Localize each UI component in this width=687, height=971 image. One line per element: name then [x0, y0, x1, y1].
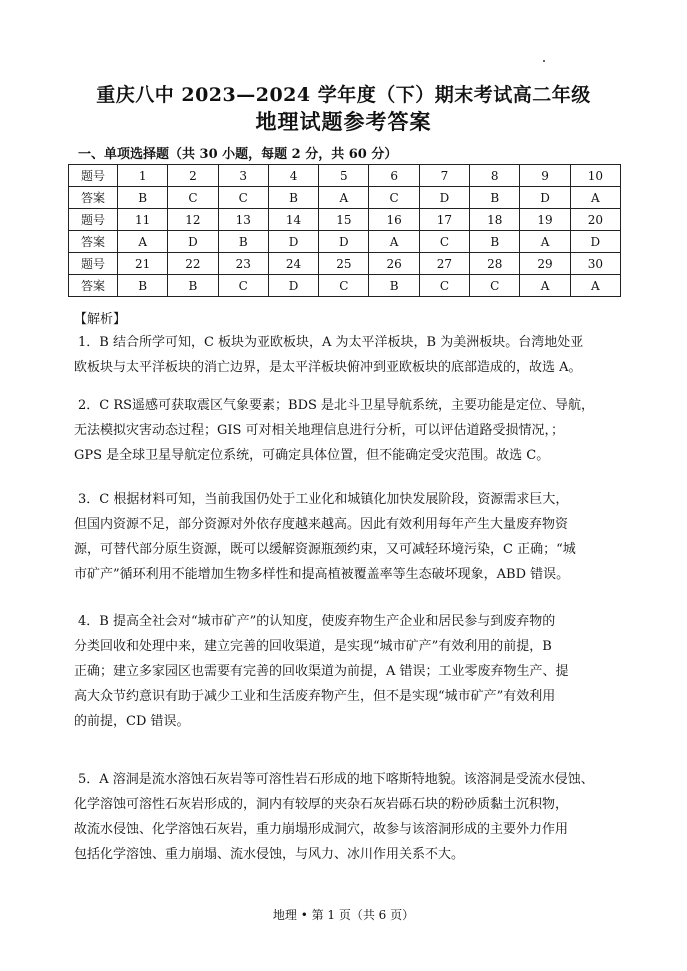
- question-number-cell: 29: [520, 253, 570, 275]
- answer-cell: B: [118, 275, 168, 297]
- question-number-cell: 5: [319, 165, 369, 187]
- table-row-answers: [69, 231, 621, 253]
- answer-cell: B: [268, 187, 318, 209]
- answer-cell: A: [369, 231, 419, 253]
- answer-cell: A: [118, 231, 168, 253]
- answer-cell: B: [470, 231, 520, 253]
- row-header: 答案: [69, 187, 118, 209]
- row-header: 题号: [69, 253, 118, 275]
- question-number-cell: 2: [168, 165, 218, 187]
- answer-cell: B: [168, 275, 218, 297]
- answer-cell: B: [369, 275, 419, 297]
- analysis-line: 3．C 根据材料可知，当前我国仍处于工业化和城镇化加快发展阶段，资源需求巨大，: [78, 492, 569, 507]
- analysis-line: 5．A 溶洞是流水溶蚀石灰岩等可溶性岩石形成的地下喀斯特地貌。该溶洞是受流水侵蚀、: [78, 772, 594, 787]
- analysis-line: 市矿产”循环利用不能增加生物多样性和提高植被覆盖率等生态破坏现象，ABD 错误。: [74, 567, 570, 582]
- answer-cell: C: [319, 275, 369, 297]
- analysis-label: 【解析】: [74, 312, 127, 327]
- analysis-item: [74, 609, 622, 734]
- page-title: 重庆八中 2023—2024 学年度（下）期末考试高二年级: [96, 84, 591, 106]
- answer-cell: A: [520, 231, 570, 253]
- analysis-line: 4．B 提高全社会对“城市矿产”的认知度，使废弃物生产企业和居民参与到废弃物的: [78, 614, 556, 629]
- question-number-cell: 9: [520, 165, 570, 187]
- question-number-cell: 12: [168, 209, 218, 231]
- answer-cell: D: [268, 231, 318, 253]
- analysis-line: 无法模拟灾害动态过程；GIS 可对相关地理信息进行分析，可以评估道路受损情况，；: [74, 423, 565, 438]
- analysis-line: 高大众节约意识有助于减少工业和生活废弃物产生，但不是实现“城市矿产”有效利用: [74, 689, 556, 704]
- question-number-cell: 8: [470, 165, 520, 187]
- analysis-line: 的前提，CD 错误。: [74, 714, 190, 729]
- analysis-line: 化学溶蚀可溶性石灰岩形成的，洞内有较厚的夹杂石灰岩砾石块的粉砂质黏土沉积物，: [74, 797, 569, 812]
- analysis-line: 2．C RS遥感可获取震区气象要素；BDS 是北斗卫星导航系统，主要功能是定位、导航，: [78, 398, 595, 413]
- question-number-cell: 25: [319, 253, 369, 275]
- question-number-cell: 17: [419, 209, 469, 231]
- analysis-item: [74, 767, 622, 867]
- answer-cell: A: [570, 187, 620, 209]
- answer-cell: B: [470, 187, 520, 209]
- answer-cell: C: [218, 187, 268, 209]
- answer-cell: D: [168, 231, 218, 253]
- answer-cell: C: [419, 275, 469, 297]
- analysis-line: GPS 是全球卫星导航定位系统，可确定具体位置，但不能确定受灾范围。故选 C。: [74, 448, 550, 463]
- question-number-cell: 7: [419, 165, 469, 187]
- table-row-answers: [69, 187, 621, 209]
- row-header: 答案: [69, 231, 118, 253]
- answer-cell: C: [168, 187, 218, 209]
- question-number-cell: 3: [218, 165, 268, 187]
- table-row-question-numbers: [69, 165, 621, 187]
- analysis-line: 源，可替代部分原生资源，既可以缓解资源瓶颈约束，又可减轻环境污染，C 正确；“城: [74, 542, 576, 557]
- question-number-cell: 26: [369, 253, 419, 275]
- answer-cell: D: [570, 231, 620, 253]
- analysis-line: 包括化学溶蚀、重力崩塌、流水侵蚀，与风力、冰川作用关系不大。: [74, 847, 465, 862]
- answer-cell: D: [319, 231, 369, 253]
- question-number-cell: 21: [118, 253, 168, 275]
- row-header: 题号: [69, 165, 118, 187]
- answer-cell: C: [470, 275, 520, 297]
- analysis-line: 但国内资源不足，部分资源对外依存度越来越高。因此有效利用每年产生大量废弃物资: [74, 517, 569, 532]
- answer-cell: C: [369, 187, 419, 209]
- page-footer: 地理 • 第 1 页（共 6 页）: [272, 908, 415, 922]
- question-number-cell: 23: [218, 253, 268, 275]
- analysis-item: [74, 393, 622, 468]
- page-subtitle: 地理试题参考答案: [255, 109, 432, 134]
- question-number-cell: 24: [268, 253, 318, 275]
- question-number-cell: 27: [419, 253, 469, 275]
- question-number-cell: 11: [118, 209, 168, 231]
- answer-cell: A: [520, 275, 570, 297]
- row-header: 题号: [69, 209, 118, 231]
- section-heading: 一、单项选择题（共 30 小题，每题 2 分，共 60 分）: [78, 147, 398, 162]
- question-number-cell: 18: [470, 209, 520, 231]
- question-number-cell: 6: [369, 165, 419, 187]
- answer-cell: C: [218, 275, 268, 297]
- answer-cell: A: [319, 187, 369, 209]
- answer-table: [68, 164, 621, 297]
- question-number-cell: 10: [570, 165, 620, 187]
- analysis-line: 正确；建立多家园区也需要有完善的回收渠道为前提，A 错误；工业零废弃物生产、提: [74, 664, 569, 679]
- answer-cell: B: [218, 231, 268, 253]
- answer-cell: D: [520, 187, 570, 209]
- question-number-cell: 1: [118, 165, 168, 187]
- question-number-cell: 30: [570, 253, 620, 275]
- table-row-answers: [69, 275, 621, 297]
- question-number-cell: 14: [268, 209, 318, 231]
- question-number-cell: 19: [520, 209, 570, 231]
- question-number-cell: 13: [218, 209, 268, 231]
- answer-cell: A: [570, 275, 620, 297]
- answer-cell: C: [419, 231, 469, 253]
- question-number-cell: 28: [470, 253, 520, 275]
- question-number-cell: 20: [570, 209, 620, 231]
- scan-dot: [543, 60, 545, 62]
- analysis-item: [74, 330, 622, 380]
- analysis-line: 故流水侵蚀、化学溶蚀石灰岩，重力崩塌形成洞穴，故参与该溶洞形成的主要外力作用: [74, 822, 569, 837]
- table-row-question-numbers: [69, 209, 621, 231]
- answer-cell: B: [118, 187, 168, 209]
- table-row-question-numbers: [69, 253, 621, 275]
- answer-cell: D: [419, 187, 469, 209]
- question-number-cell: 22: [168, 253, 218, 275]
- question-number-cell: 4: [268, 165, 318, 187]
- analysis-line: 欧板块与太平洋板块的消亡边界，是太平洋板块俯冲到亚欧板块的底部造成的，故选 A。: [74, 360, 582, 375]
- analysis-line: 1．B 结合所学可知，C 板块为亚欧板块，A 为太平洋板块，B 为美洲板块。台湾地处亚: [78, 335, 584, 350]
- analysis-item: [74, 487, 622, 587]
- question-number-cell: 15: [319, 209, 369, 231]
- row-header: 答案: [69, 275, 118, 297]
- answer-cell: D: [268, 275, 318, 297]
- question-number-cell: 16: [369, 209, 419, 231]
- analysis-line: 分类回收和处理中来，建立完善的回收渠道，是实现“城市矿产”有效利用的前提，B: [74, 639, 552, 654]
